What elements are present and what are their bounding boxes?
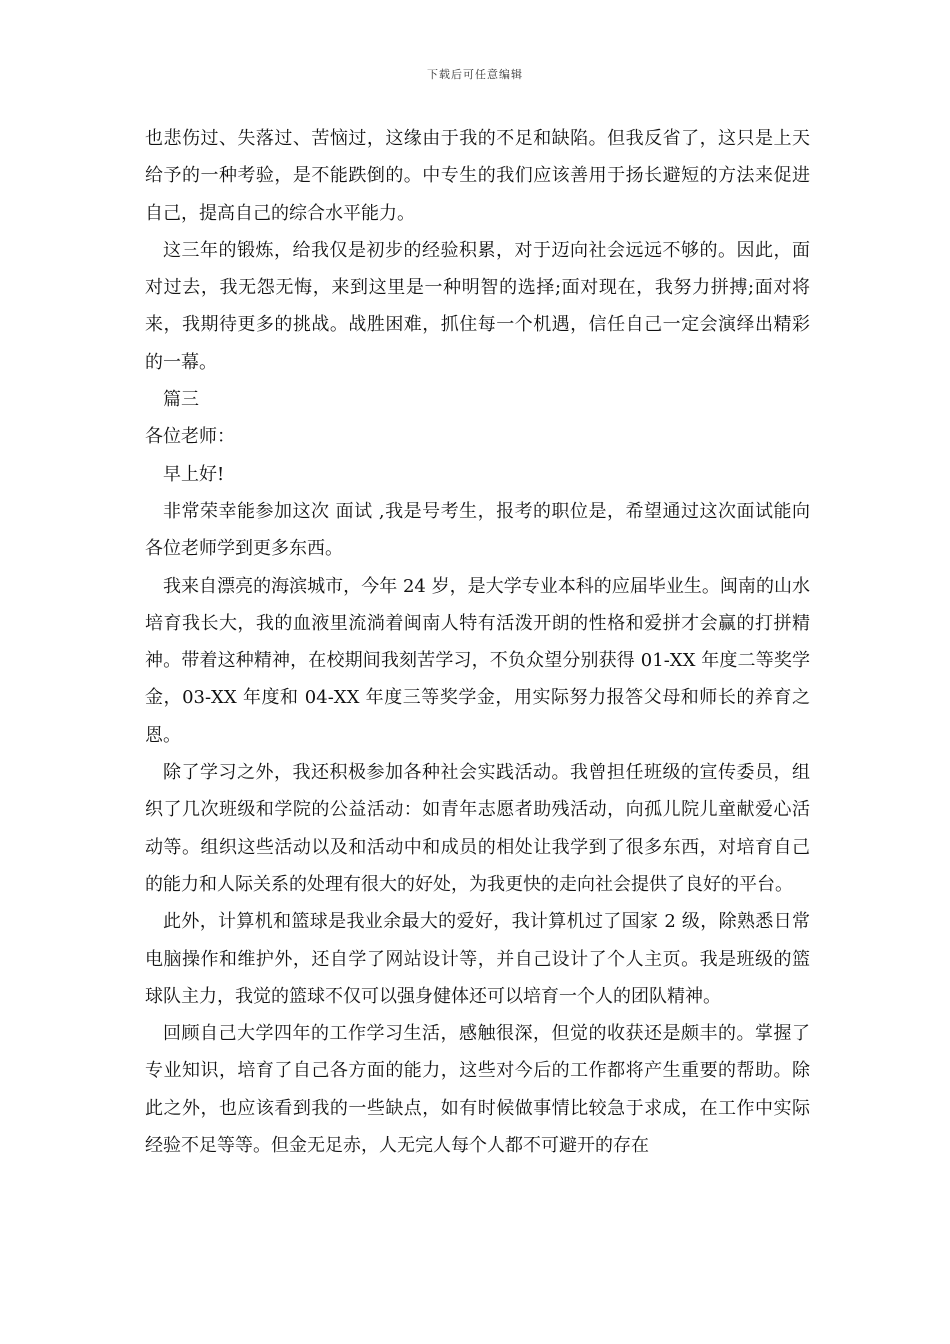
paragraph: 我来自漂亮的海滨城市，今年 24 岁，是大学专业本科的应届毕业生。闽南的山水培育我长大，我的血液里流淌着闽南人特有活泼开朗的性格和爱拼才会赢的打拼精神。带着这种精神，在校期间我刻苦学习，不负众望分别获得 01-XX 年度二等奖学金，03-XX 年度和 04-XX 年度三等奖学金，用实际努力报答父母和师长的养育之恩。 [145,575,810,746]
paragraph: 此外，计算机和篮球是我业余最大的爱好，我计算机过了国家 2 级，除熟悉日常电脑操作和维护外，还自学了网站设计等，并自己设计了个人主页。我是班级的篮球队主力，我觉的篮球不仅可以强身健体还可以培育一个人的团队精神。 [145,911,810,1007]
paragraph: 也悲伤过、失落过、苦恼过，这缘由于我的不足和缺陷。但我反省了，这只是上天给予的一种考验，是不能跌倒的。中专生的我们应该善用于扬长避短的方法来促进自己，提高自己的综合水平能力。 [145,128,810,224]
paragraph: 非常荣幸能参加这次 面试 ,我是号考生，报考的职位是，希望通过这次面试能向各位老师学到更多东西。 [145,500,810,560]
document-body [145,120,810,1164]
paragraph: 回顾自己大学四年的工作学习生活，感触很深，但觉的收获还是颇丰的。掌握了专业知识，培育了自己各方面的能力，这些对今后的工作都将产生重要的帮助。除此之外，也应该看到我的一些缺点，如有时候做事情比较急于求成，在工作中实际经验不足等等。但金无足赤，人无完人每个人都不可避开的存在 [145,1023,810,1157]
paragraph: 这三年的锻炼，给我仅是初步的经验积累，对于迈向社会远远不够的。因此，面对过去，我无怨无悔，来到这里是一种明智的选择;面对现在，我努力拼搏;面对将来，我期待更多的挑战。战胜困难，抓住每一个机遇，信任自己一定会演绎出精彩的一幕。 [145,239,810,373]
greeting: 早上好! [163,463,225,485]
page-header: 下载后可任意编辑 [427,68,523,81]
section-heading: 篇三 [163,389,199,411]
paragraph: 除了学习之外，我还积极参加各种社会实践活动。我曾担任班级的宣传委员，组织了几次班级和学院的公益活动：如青年志愿者助残活动，向孤儿院儿童献爱心活动等。组织这些活动以及和活动中和成员的相处让我学到了很多东西，对培育自己的能力和人际关系的处理有很大的好处，为我更快的走向社会提供了良好的平台。 [145,762,810,895]
salutation: 各位老师： [145,426,235,448]
